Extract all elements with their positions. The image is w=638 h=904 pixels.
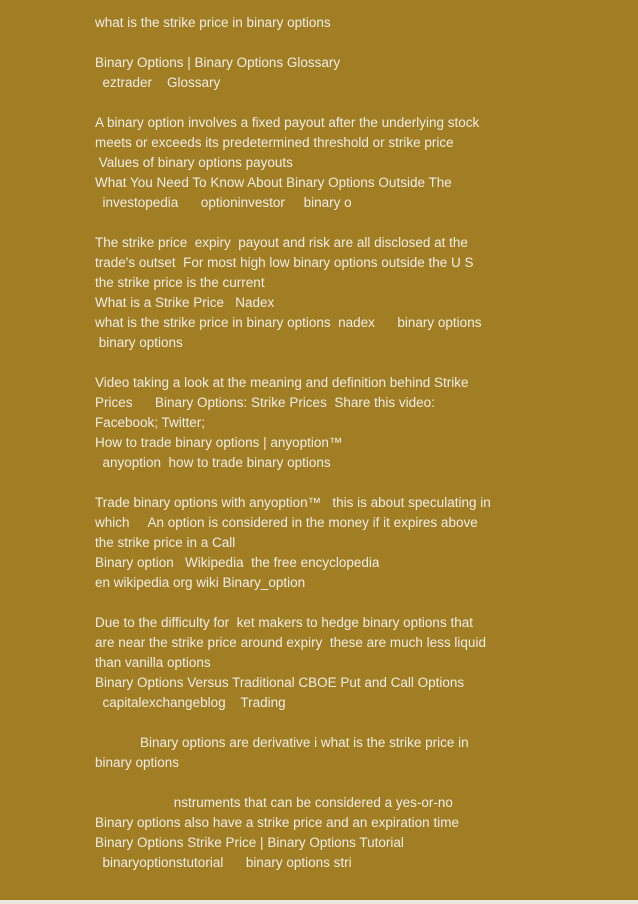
text-line: Video taking a look at the meaning and definition behind Strike — [95, 375, 469, 390]
text-line: what is the strike price in binary options nadex binary options — [95, 315, 482, 330]
text-line: en wikipedia org wiki Binary_option — [95, 575, 306, 590]
text-line: anyoption how to trade binary options — [95, 455, 331, 470]
text-line — [95, 353, 632, 373]
text-line: Binary options also have a strike price and an expiration time — [95, 815, 459, 830]
text-line: meets or exceeds its predetermined threshold or strike price — [95, 135, 454, 150]
text-line — [95, 33, 632, 53]
text-line — [95, 93, 632, 113]
text-line: investopedia optioninvestor binary o — [95, 195, 352, 210]
text-line: Binary option Wikipedia the free encyclopedia — [95, 555, 380, 570]
text-line: Trade binary options with anyoption™ this is about speculating in — [95, 495, 491, 510]
text-line — [95, 473, 632, 493]
text-line: Binary Options Strike Price | Binary Options Tutorial — [95, 835, 404, 850]
text-block — [95, 13, 632, 873]
text-line: the strike price is the current — [95, 275, 265, 290]
text-line — [95, 773, 632, 793]
text-line: What You Need To Know About Binary Options Outside The — [95, 175, 452, 190]
text-line: Facebook; Twitter; — [95, 415, 206, 430]
text-line: Values of binary options payouts — [95, 155, 293, 170]
text-line: are near the strike price around expiry these are much less liquid — [95, 635, 486, 650]
text-line: trade's outset For most high low binary options outside the U S — [95, 255, 474, 270]
text-line: binary options — [95, 335, 183, 350]
text-line: binaryoptionstutorial binary options stri — [95, 855, 352, 870]
text-line: Due to the difficulty for ket makers to hedge binary options that — [95, 615, 473, 630]
text-line: eztrader Glossary — [95, 75, 221, 90]
text-line: Binary Options | Binary Options Glossary — [95, 55, 341, 70]
text-line: than vanilla options — [95, 655, 211, 670]
text-line — [95, 713, 632, 733]
text-line: What is a Strike Price Nadex — [95, 295, 275, 310]
text-line: A binary option involves a fixed payout after the underlying stock — [95, 115, 480, 130]
text-line: which An option is considered in the money if it expires above — [95, 515, 478, 530]
text-line: How to trade binary options | anyoption™ — [95, 435, 343, 450]
bottom-edge-strip — [0, 900, 638, 904]
text-line: Binary Options Versus Traditional CBOE Put and Call Options — [95, 675, 465, 690]
text-line: the strike price in a Call — [95, 535, 236, 550]
text-line: nstruments that can be considered a yes-or-no — [95, 795, 453, 810]
text-line: binary options — [95, 755, 180, 770]
text-line: Binary options are derivative i what is the strike price in — [95, 735, 469, 750]
text-line: what is the strike price in binary options — [95, 15, 331, 30]
text-line: The strike price expiry payout and risk are all disclosed at the — [95, 235, 468, 250]
text-line — [95, 213, 632, 233]
text-line: capitalexchangeblog Trading — [95, 695, 286, 710]
text-line — [95, 593, 632, 613]
text-line: Prices Binary Options: Strike Prices Share this video: — [95, 395, 435, 410]
